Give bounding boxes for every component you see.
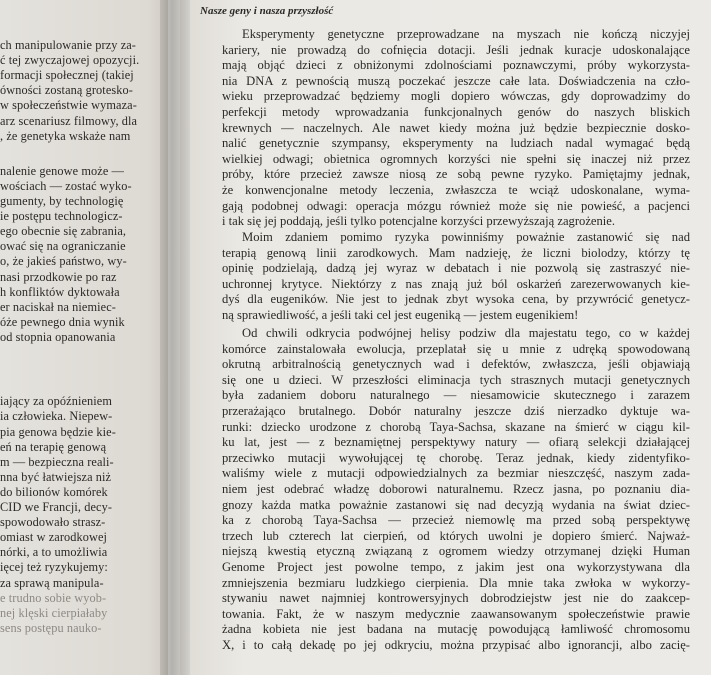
text-line: i tak się jej poddają, jeśli tylko potencjalne korzyści przewyższają zagrożenie.	[222, 214, 616, 229]
left-page-line: nna być łatwiejsza niż	[0, 469, 112, 484]
text-line: zmniejszenia bezmiaru ludzkiego cierpienia. Dla mnie taka zwłoka w wykorzy-	[222, 575, 690, 590]
left-page-line: gumenty, by technologię	[0, 194, 124, 208]
text-line: komórce zainstalowała ewolucja, przeplatał się u mnie z udręką spowodowaną	[222, 341, 690, 356]
text-line: przeciwko mutacji wywołującej tę chorobę. Teraz jednak, kiedy zidentyfiko-	[222, 450, 690, 465]
left-page-line: ch manipulowanie przy za-	[0, 38, 137, 52]
text-line: że konwencjonalne metody leczenia, zwłaszcza te wciąż udoskonalane, wyma-	[222, 183, 690, 197]
running-header: Nasze geny i nasza przyszłość	[200, 5, 334, 17]
text-line: trzech lub czterech lat cierpień, od których uwolni je dopiero śmierć. Najważ-	[222, 528, 690, 543]
text-line: kariery, nie prowadzą do cofnięcia dotacji. Jeśli jednak kuracje udoskonalające	[222, 42, 690, 57]
left-page-line: ięcej też ryzykujemy:	[0, 560, 108, 575]
left-page-line: sens postępu nauko-	[0, 620, 102, 635]
left-page-line: o, że jakieś państwo, wy-	[0, 254, 127, 269]
left-page-line: formacji społecznej (takiej	[0, 68, 134, 83]
text-line: przerażająco brutalnego. Dobór naturalny jeszcze dziś nierzadko dyktuje wa-	[222, 404, 690, 418]
text-line: Eksperymenty genetyczne przeprowadzane na myszach nie kończą niczyjej	[242, 27, 690, 41]
text-line: wieku przeprowadzać będziemy mogli dopiero wówczas, gdy doprowadzimy do	[222, 89, 690, 104]
text-line: waliśmy wiele z mutacji odpowiedzialnych za bezmiar nieszczęść, naszym zada-	[222, 466, 690, 481]
text-line: Genome Project jest powolne tempo, z jakim jest ona wykorzystywana dla	[222, 560, 690, 574]
left-page-line: er naciskał na niemiec-	[0, 299, 116, 314]
left-page	[0, 0, 168, 675]
text-line: perfekcji metody wprowadzania funkcjonalnych genów do naszych bliskich	[222, 105, 690, 119]
left-page-line: omiast w zarodkowej	[0, 530, 108, 545]
left-page-line: m — bezpieczna reali-	[0, 454, 114, 469]
left-page-line: od stopnia opanowania	[0, 329, 116, 344]
left-page-line: ia człowieka. Niepew-	[0, 409, 113, 424]
text-line: dyś dla eugeników. Nie jest to jednak zbyt wysoka cena, by przywrócić genetycz-	[222, 292, 690, 307]
left-page-line: nórki, a to umożliwia	[0, 545, 108, 560]
left-page-line: ować się na ograniczanie	[0, 239, 126, 254]
text-line: krewnych — naczelnych. Ale nawet kiedy można już będzie bezpiecznie dosko-	[222, 120, 690, 135]
text-line: wielkiej odwagi; obietnica ogromnych korzyści nie spełni się inaczej niż przez	[222, 151, 690, 166]
text-line: niem jest odebrać władzę doborowi naturalnemu. Rzecz jasna, po poznaniu dia-	[222, 482, 690, 496]
left-page-line: , że genetyka wskaże nam	[0, 128, 131, 143]
left-page-line: nej klęski cierpiałaby	[0, 605, 108, 620]
text-line: nia DNA z pewnością muszą poczekać jeszcze całe lata. Doświadczenia na czło-	[222, 73, 690, 88]
text-line: towania. Fakt, że w naszym medycznie zaawansowanym społeczeństwie prawie	[222, 606, 690, 621]
book-gutter	[160, 0, 190, 675]
left-page-line: pia genowa będzie kie-	[0, 424, 116, 439]
text-line: uchronnej krytyce. Niektórzy z nas znają już ból oskarżeń zarezerwowanych kie-	[222, 276, 690, 291]
text-line: runki: dziecko urodzone z chorobą Taya-Sachsa, skazane na śmierć w ciągu kil-	[222, 419, 690, 434]
text-line: X, i to całą dekadę po jej odkryciu, można przypisać albo ignorancji, albo zacię-	[222, 638, 690, 652]
text-line: ka z chorobą Taya-Sachsa — przecież niemowlę ma przed sobą perspektywę	[222, 513, 690, 528]
left-page-line: CID we Francji, decy-	[0, 500, 113, 514]
text-line: była zadaniem doboru naturalnego — niesamowicie skutecznego i zarazem	[222, 388, 690, 403]
text-line: Od chwili odkrycia podwójnej helisy podziw dla majestatu tego, co w każdej	[242, 326, 690, 340]
text-line: gają podobnej odwagi: operacja mózgu również może się nie powieść, a pacjenci	[222, 198, 690, 213]
left-page-line: spowodowało strasz-	[0, 515, 106, 530]
text-line: nalić genetycznie szympansy, eksperymenty na ludziach nadal wymagać będą	[222, 136, 690, 151]
left-page-line: za sprawą manipula-	[0, 575, 104, 590]
text-line: mają objąć dzieci z obniżonymi zdolnościami poznawczymi, próby wykorzysta-	[222, 58, 690, 73]
left-page-line: ego obecnie się zabrania,	[0, 224, 127, 239]
left-page-line: ć tej zwyczajowej opozycji.	[0, 53, 140, 68]
left-page-line: w społeczeństwie wymaza-	[0, 98, 137, 113]
left-page-line: wościach — zostać wyko-	[0, 178, 132, 193]
text-line: opinię podzielają, dadzą jej wyraz w debatach i nie pozwolą się zastraszyć nie-	[222, 261, 690, 276]
right-page	[180, 0, 711, 675]
left-page-line: iający za opóźnieniem	[0, 394, 113, 409]
left-page-line: h konfliktów dyktowała	[0, 284, 120, 299]
text-line: się one u dzieci. W przeszłości eliminacja tych strasznych mutacji genetycznych	[222, 372, 690, 387]
text-line: ną sprawiedliwość, a jeśli taki cel jest eugeniką — jestem eugenikiem!	[222, 308, 579, 322]
text-line: okrutną arbitralnością genetycznych wad i defektów, zwłaszcza, jeśli objawiają	[222, 357, 690, 372]
left-page-line: e trudno sobie wyob-	[0, 590, 107, 605]
left-page-line: ówności zostaną grotesko-	[0, 83, 133, 98]
left-page-line: eń na terapię genową	[0, 439, 107, 454]
text-line: stywaniu nawet najmniej kontrowersyjnych dobrodziejstw jest nie do zaakcep-	[222, 591, 690, 606]
text-line: Moim zdaniem pomimo ryzyka powinniśmy poważnie zastanowić się nad	[242, 230, 690, 244]
left-page-line: ie postępu technologicz-	[0, 209, 123, 224]
left-page-line: do bilionów komórek	[0, 484, 108, 499]
text-line: terapią genową linii zarodkowych. Mam nadzieję, że liczni biolodzy, którzy tę	[222, 245, 690, 260]
text-line: ku lat, jest — z beznamiętnej perspektywy natury — ofiarą selekcji działającej	[222, 435, 690, 450]
left-page-line: arz scenariusz filmowy, dla	[0, 113, 138, 128]
text-line: próby, które przecież zawsze niosą ze sobą pewne ryzyko. Pamiętajmy jednak,	[222, 167, 690, 182]
left-page-line: nalenie genowe może —	[0, 163, 124, 178]
text-line: niejszą kwestią etyczną związaną z ogromem wiedzy otrzymanej dzięki Human	[222, 544, 690, 559]
left-page-line: óże pewnego dnia wynik	[0, 314, 125, 329]
text-line: żadna kobieta nie jest badana na mutację powodującą łamliwość chromosomu	[222, 622, 690, 637]
left-page-line: nasi przodkowie po raz	[0, 269, 117, 284]
text-line: gnozy każda matka poważnie zastanowi się nad decyzją wydania na świat dziec-	[222, 497, 690, 512]
